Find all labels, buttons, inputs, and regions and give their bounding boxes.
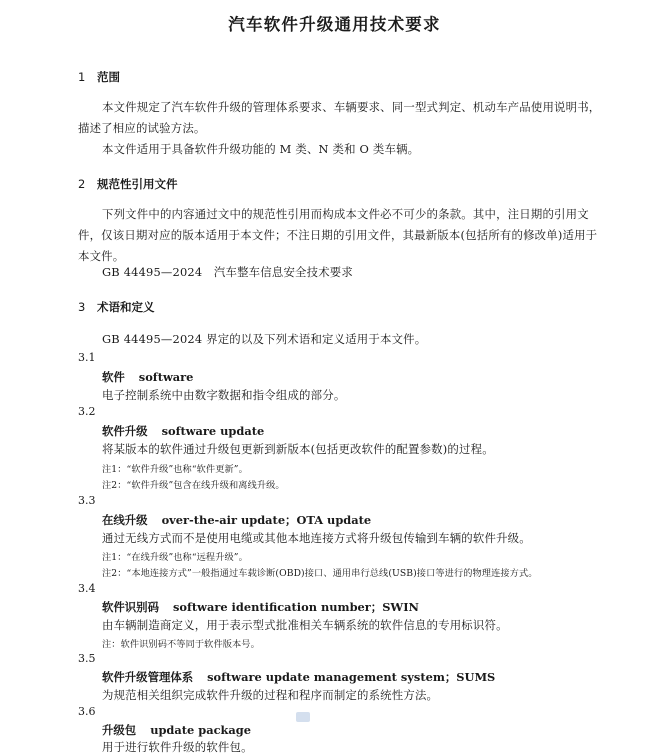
term-definition: 通过无线方式而不是使用电缆或其他本地连接方式将升级包传输到车辆的软件升级。: [102, 531, 531, 545]
term-heading: [102, 722, 251, 738]
section-title: 术语和定义: [97, 300, 155, 314]
paragraph: 下列文件中的内容通过文中的规范性引用而构成本文件必不可少的条款。其中，注日期的引用文件，仅该日期对应的版本适用于本文件；不注日期的引用文件，其最新版本(包括所有的修改单)适用于本文件。: [78, 207, 598, 263]
term-note: 注2：“本地连接方式”一般指通过车载诊断(OBD)接口、通用串行总线(USB)接口等进行的物理连接方式。: [102, 568, 538, 579]
term-number: 3.3: [78, 494, 96, 507]
term-en: software: [138, 370, 194, 384]
term-en: software update: [161, 424, 265, 438]
term-zh: 软件识别码: [102, 600, 159, 614]
section-3-heading: [78, 299, 155, 315]
normative-reference: GB 44495—2024 汽车整车信息安全技术要求: [102, 265, 353, 279]
term-note: 注1：“在线升级”也称“远程升级”。: [102, 552, 248, 563]
term-definition: 电子控制系统中由数字数据和指令组成的部分。: [102, 388, 346, 402]
section-title: 规范性引用文件: [97, 177, 178, 191]
term-heading: [102, 669, 495, 685]
term-zh: 升级包: [102, 723, 137, 737]
paragraph: 本文件规定了汽车软件升级的管理体系要求、车辆要求、同一型式判定、机动车产品使用说明书，描述了相应的试验方法。: [78, 100, 601, 135]
term-zh: 软件: [102, 370, 125, 384]
term-heading: [102, 512, 371, 528]
term-definition: 为规范相关组织完成软件升级的过程和程序而制定的系统性方法。: [102, 688, 439, 702]
section-number: 1: [78, 70, 86, 84]
section-title: 范围: [97, 70, 120, 84]
term-zh: 在线升级: [102, 513, 148, 527]
watermark-logo: [296, 712, 310, 722]
document-title: 汽车软件升级通用技术要求: [228, 15, 441, 34]
term-en: over-the-air update；OTA update: [161, 513, 372, 527]
section-1-heading: [78, 69, 120, 85]
paragraph: 本文件适用于具备软件升级功能的 M 类、N 类和 O 类车辆。: [102, 142, 420, 156]
term-definition: 将某版本的软件通过升级包更新到新版本(包括更改软件的配置参数)的过程。: [102, 442, 494, 456]
term-heading: [102, 599, 419, 615]
term-zh: 软件升级: [102, 424, 148, 438]
term-number: 3.2: [78, 405, 96, 418]
term-number: 3.1: [78, 351, 96, 364]
term-definition: 由车辆制造商定义，用于表示型式批准相关车辆系统的软件信息的专用标识符。: [102, 618, 508, 632]
term-definition: 用于进行软件升级的软件包。: [102, 740, 253, 754]
term-en: software identification number；SWIN: [172, 600, 419, 614]
term-note: 注：软件识别码不等同于软件版本号。: [102, 639, 260, 650]
term-note: 注2：“软件升级”包含在线升级和离线升级。: [102, 480, 285, 491]
term-en: software update management system；SUMS: [207, 670, 496, 684]
term-zh: 软件升级管理体系: [102, 670, 194, 684]
section-number: 3: [78, 300, 86, 314]
term-heading: [102, 423, 264, 439]
term-number: 3.4: [78, 582, 96, 595]
term-heading: [102, 369, 193, 385]
paragraph: GB 44495—2024 界定的以及下列术语和定义适用于本文件。: [102, 332, 427, 346]
term-note: 注1：“软件升级”也称“软件更新”。: [102, 464, 248, 475]
section-2-heading: [78, 176, 178, 192]
term-en: update package: [150, 723, 252, 737]
term-number: 3.6: [78, 705, 96, 718]
term-number: 3.5: [78, 652, 96, 665]
section-number: 2: [78, 177, 86, 191]
